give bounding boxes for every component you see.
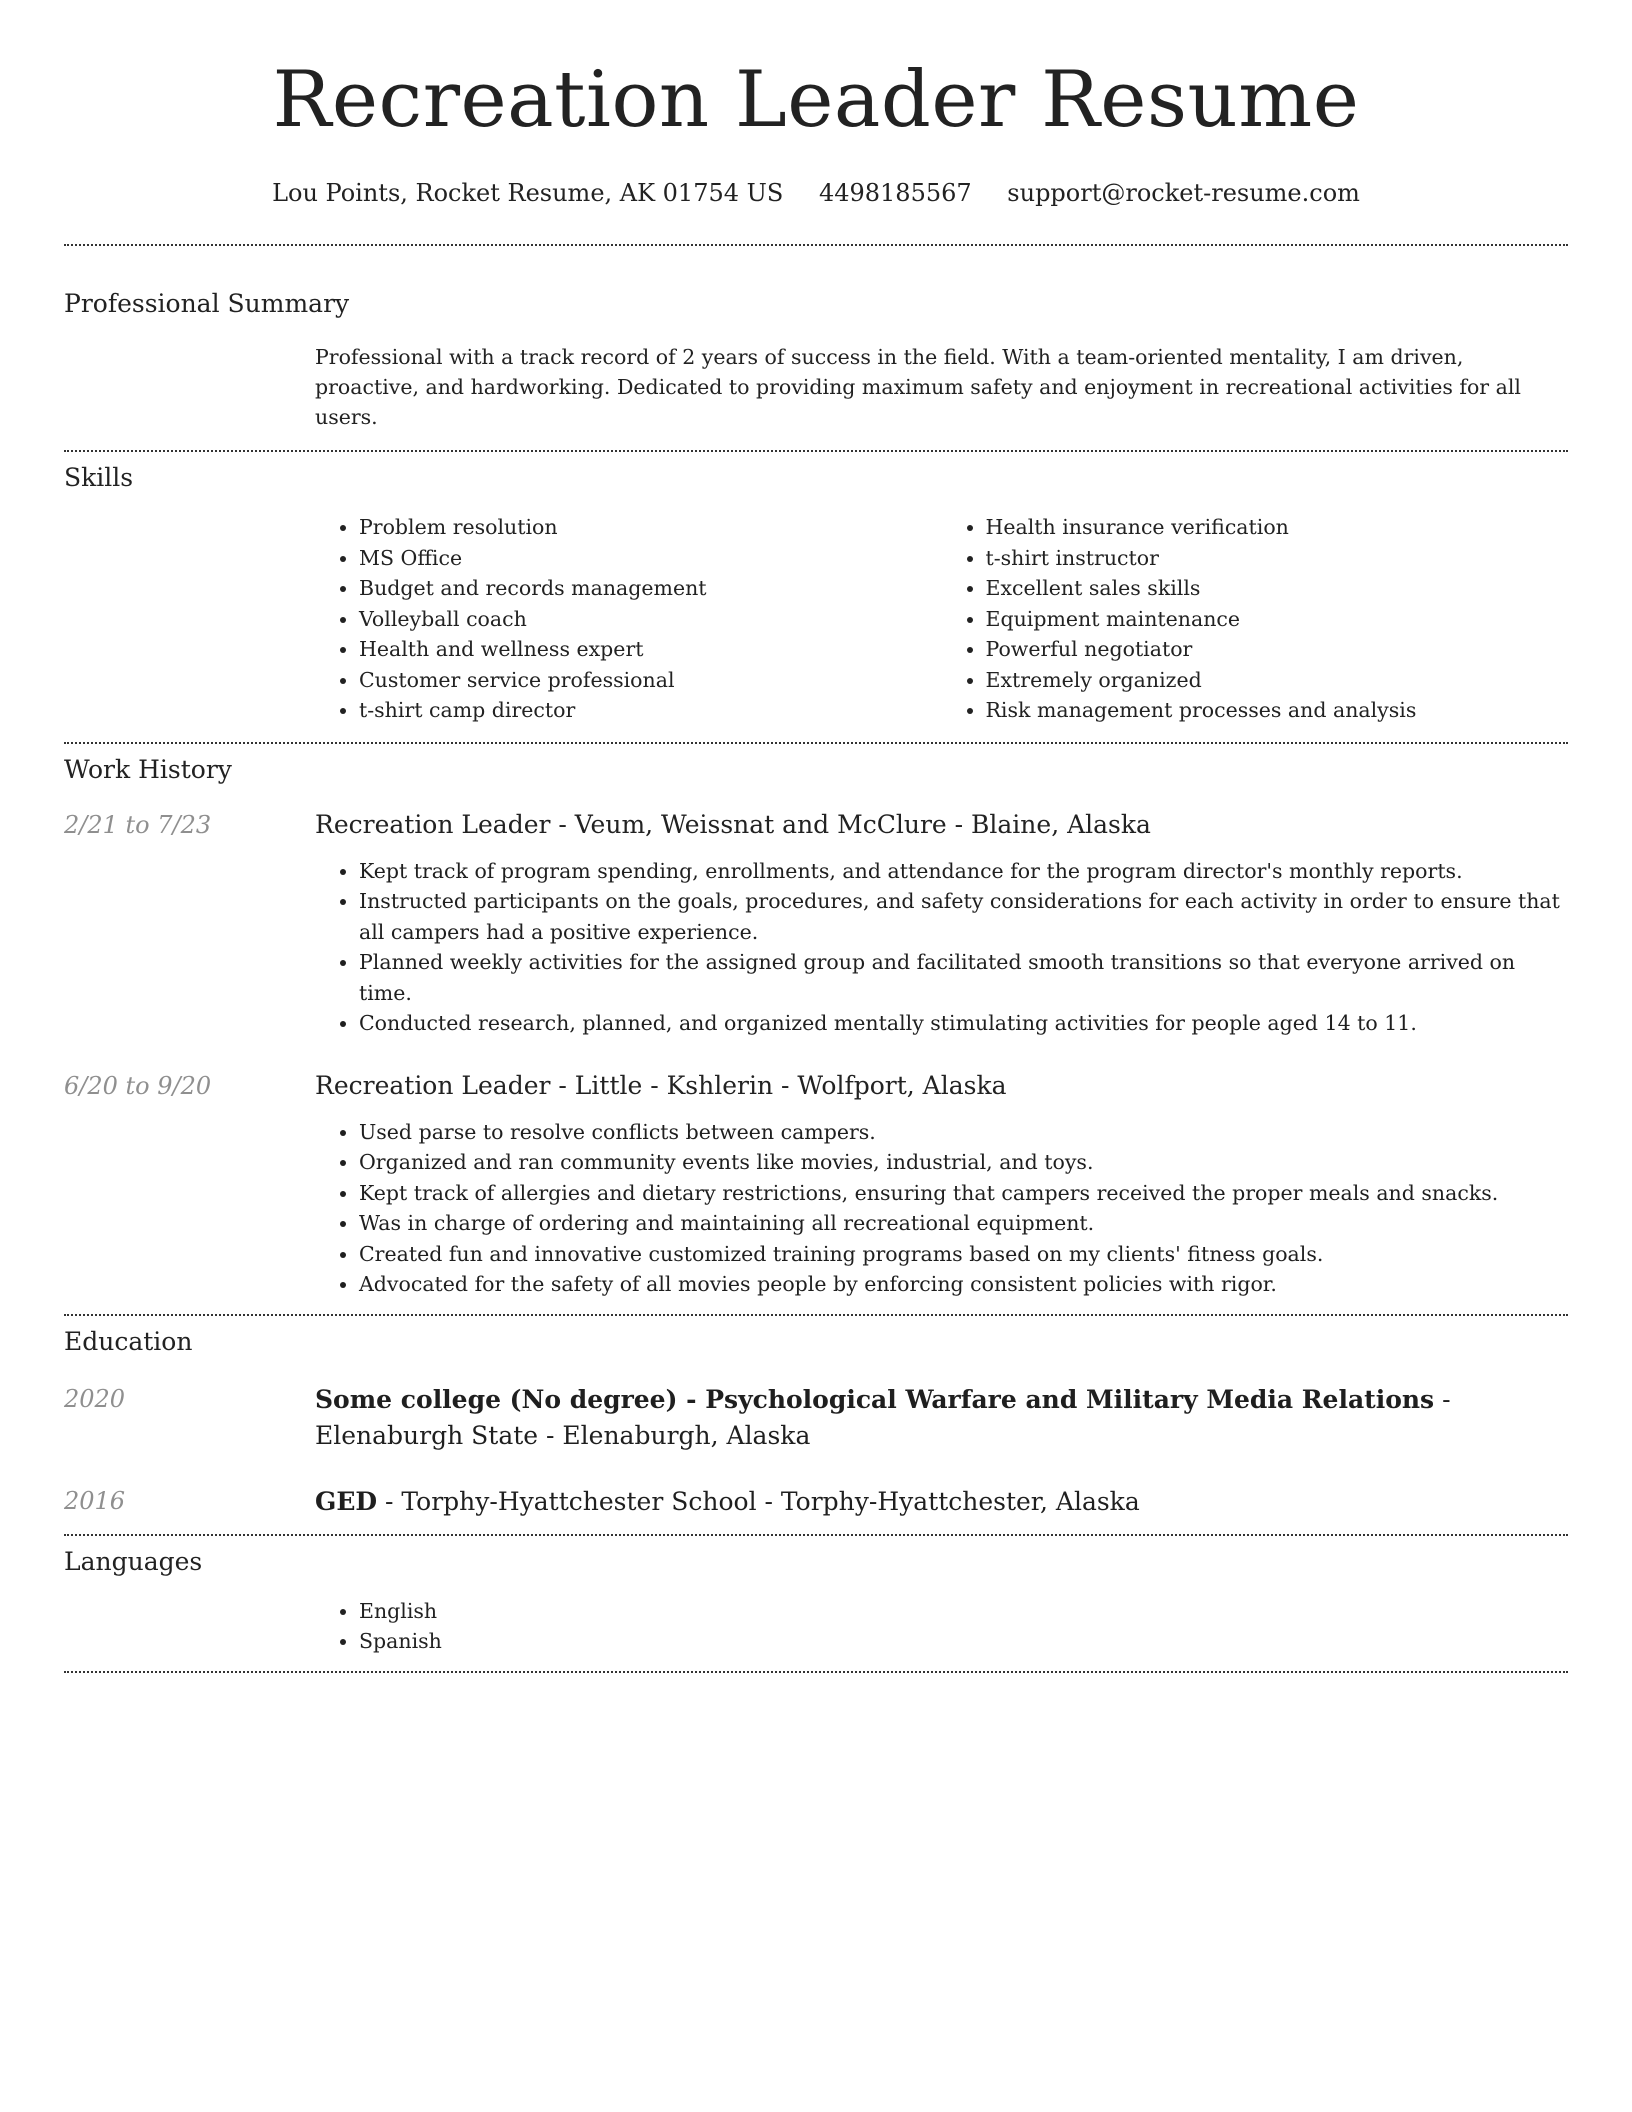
skill-item: • Health insurance verification	[986, 512, 1569, 543]
skill-item: • Health and wellness expert	[359, 634, 942, 665]
section-divider	[64, 244, 1568, 246]
job-details	[315, 1069, 1568, 1300]
education-year: 2020	[64, 1384, 126, 1413]
skill-item: • Extremely organized	[986, 665, 1569, 696]
skills-column-right	[942, 512, 1569, 726]
job-bullet: • Conducted research, planned, and organized mentally stimulating activities for people aged 14 to 11.	[359, 1008, 1568, 1039]
education-details	[315, 1382, 1568, 1454]
languages-list	[315, 1596, 1568, 1657]
skill-item: • Problem resolution	[359, 512, 942, 543]
job-bullet: • Planned weekly activities for the assigned group and facilitated smooth transitions so that everyone arrived on time.	[359, 947, 1568, 1008]
section-divider	[64, 742, 1568, 744]
skill-item: • Excellent sales skills	[986, 573, 1569, 604]
education-degree: Some college (No degree) - Psychological Warfare and Military Media Relations	[315, 1384, 1435, 1414]
contact-email: support@rocket-resume.com	[1007, 179, 1360, 207]
skill-item: • t-shirt camp director	[359, 695, 942, 726]
section-divider	[64, 450, 1568, 452]
contact-line	[64, 178, 1568, 208]
skill-item: • t-shirt instructor	[986, 543, 1569, 574]
job-bullet: • Organized and ran community events like movies, industrial, and toys.	[359, 1147, 1568, 1178]
summary-text: Professional with a track record of 2 years of success in the field. With a team-oriented mentality, I am driven, proactive, and hardworking. Dedicated to providing maximum safety and enjoyment in recreational activities for all users.	[315, 345, 1521, 429]
skills-heading: Skills	[64, 463, 134, 492]
education-entry	[64, 1484, 1568, 1520]
job-bullet: • Kept track of allergies and dietary restrictions, ensuring that campers received the proper meals and snacks.	[359, 1178, 1568, 1209]
language-item: • Spanish	[359, 1626, 1568, 1657]
job-bullets	[315, 1117, 1568, 1300]
work-history-heading: Work History	[64, 754, 232, 784]
job-dates: 6/20 to 9/20	[64, 1071, 212, 1100]
job-bullet: • Was in charge of ordering and maintaining all recreational equipment.	[359, 1208, 1568, 1239]
education-heading: Education	[64, 1326, 193, 1356]
job-bullet: • Kept track of program spending, enrollments, and attendance for the program director's monthly reports.	[359, 856, 1568, 887]
job-bullets	[315, 856, 1568, 1039]
job-entry	[64, 808, 1568, 1039]
skill-item: • Risk management processes and analysis	[986, 695, 1569, 726]
job-title: Recreation Leader - Little - Kshlerin - Wolfport, Alaska	[315, 1070, 1007, 1100]
skill-item: • Volleyball coach	[359, 604, 942, 635]
summary-heading: Professional Summary	[64, 289, 350, 318]
education-details	[315, 1484, 1568, 1520]
job-bullet: • Used parse to resolve conflicts between campers.	[359, 1117, 1568, 1148]
skill-item: • MS Office	[359, 543, 942, 574]
section-divider	[64, 1314, 1568, 1316]
section-divider	[64, 1671, 1568, 1673]
language-item: • English	[359, 1596, 1568, 1627]
skill-item: • Budget and records management	[359, 573, 942, 604]
skill-item: • Equipment maintenance	[986, 604, 1569, 635]
education-year: 2016	[64, 1486, 126, 1515]
skill-item: • Powerful negotiator	[986, 634, 1569, 665]
job-title: Recreation Leader - Veum, Weissnat and McClure - Blaine, Alaska	[315, 809, 1151, 839]
job-entry	[64, 1069, 1568, 1300]
job-bullet: • Instructed participants on the goals, procedures, and safety considerations for each activity in order to ensure that all campers had a positive experience.	[359, 886, 1568, 947]
skills-list	[315, 512, 1568, 726]
education-school: - Torphy-Hyattchester School - Torphy-Hyattchester, Alaska	[377, 1486, 1140, 1516]
languages-bullets	[315, 1596, 1568, 1657]
resume-title: Recreation Leader Resume	[272, 55, 1360, 145]
contact-address: Lou Points, Rocket Resume, AK 01754 US	[272, 179, 784, 207]
section-divider	[64, 1534, 1568, 1536]
education-degree: GED	[315, 1486, 378, 1516]
skill-item: • Customer service professional	[359, 665, 942, 696]
job-dates: 2/21 to 7/23	[64, 810, 212, 839]
education-entry	[64, 1382, 1568, 1454]
contact-phone: 4498185567	[818, 179, 972, 207]
skills-column-left	[315, 512, 942, 726]
job-bullet: • Advocated for the safety of all movies people by enforcing consistent policies with rigor.	[359, 1269, 1568, 1300]
languages-heading: Languages	[64, 1546, 203, 1576]
education-school: - Elenaburgh State - Elenaburgh, Alaska	[315, 1384, 1451, 1450]
job-bullet: • Created fun and innovative customized training programs based on my clients' fitness goals.	[359, 1239, 1568, 1270]
job-details	[315, 808, 1568, 1039]
